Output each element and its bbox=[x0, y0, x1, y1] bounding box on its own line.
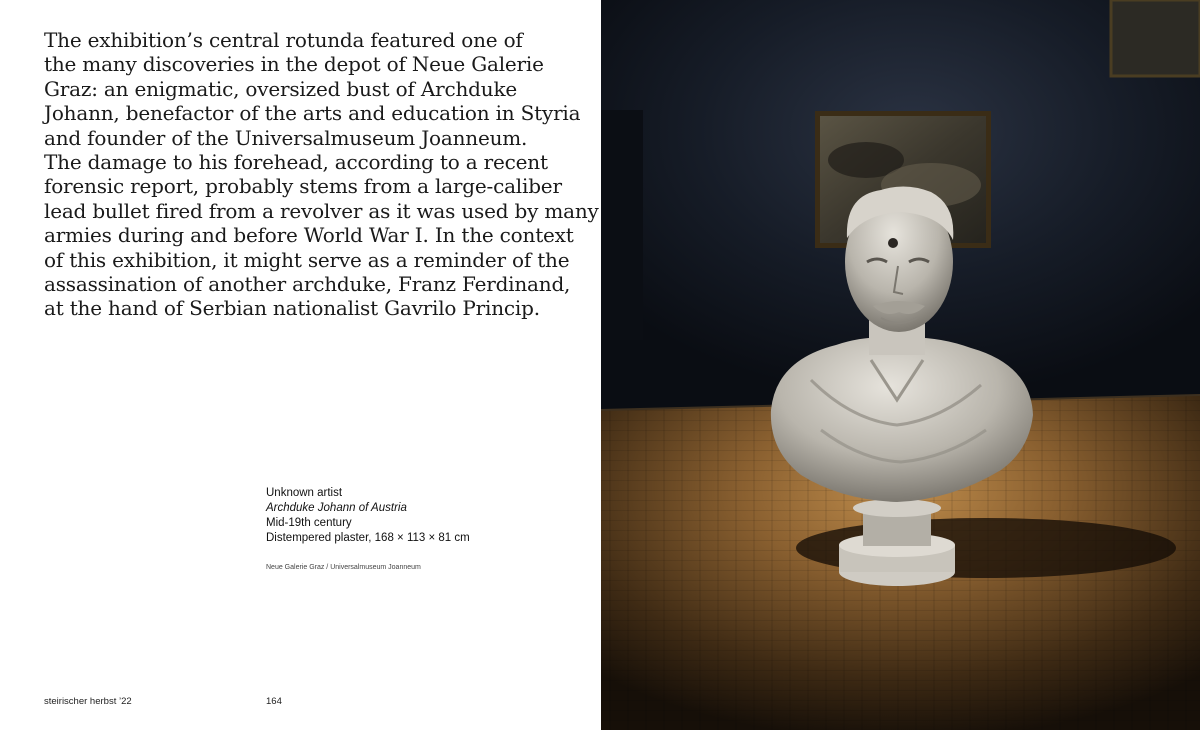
body-line: forensic report, probably stems from a large-caliber bbox=[44, 174, 562, 199]
caption-medium: Distempered plaster, 168 × 113 × 81 cm bbox=[266, 532, 470, 544]
body-line: and founder of the Universalmuseum Joanneum. bbox=[44, 125, 528, 150]
body-text bbox=[44, 28, 599, 321]
forehead-damage bbox=[888, 238, 898, 248]
bust-photograph bbox=[601, 0, 1200, 730]
body-line: armies during and before World War I. In the context bbox=[44, 223, 574, 248]
body-line: assassination of another archduke, Franz Ferdinand, bbox=[44, 272, 571, 297]
footer-publication: steirischer herbst ’22 bbox=[44, 696, 132, 707]
body-line: Johann, benefactor of the arts and education in Styria bbox=[44, 101, 581, 126]
footer-page-number: 164 bbox=[266, 696, 282, 707]
body-line: Graz: an enigmatic, oversized bust of Archduke bbox=[44, 76, 518, 101]
body-line: the many discoveries in the depot of Neue Galerie bbox=[44, 52, 544, 77]
body-line: The exhibition’s central rotunda featured one of bbox=[44, 28, 523, 52]
corner-painting bbox=[1111, 0, 1200, 76]
photo-credit: Neue Galerie Graz / Universalmuseum Joanneum bbox=[266, 564, 421, 571]
body-line: lead bullet fired from a revolver as it was used by many bbox=[44, 198, 599, 223]
body-line: of this exhibition, it might serve as a reminder of the bbox=[44, 247, 570, 272]
body-line: The damage to his forehead, according to a recent bbox=[44, 150, 548, 175]
caption-artist: Unknown artist bbox=[266, 487, 343, 499]
wall-panel bbox=[601, 110, 643, 340]
caption-title: Archduke Johann of Austria bbox=[266, 502, 407, 514]
caption-date: Mid-19th century bbox=[266, 517, 352, 529]
body-line: at the hand of Serbian nationalist Gavrilo Princip. bbox=[44, 296, 540, 321]
artwork-caption bbox=[266, 486, 470, 546]
bust-photograph-illustration bbox=[601, 0, 1200, 730]
